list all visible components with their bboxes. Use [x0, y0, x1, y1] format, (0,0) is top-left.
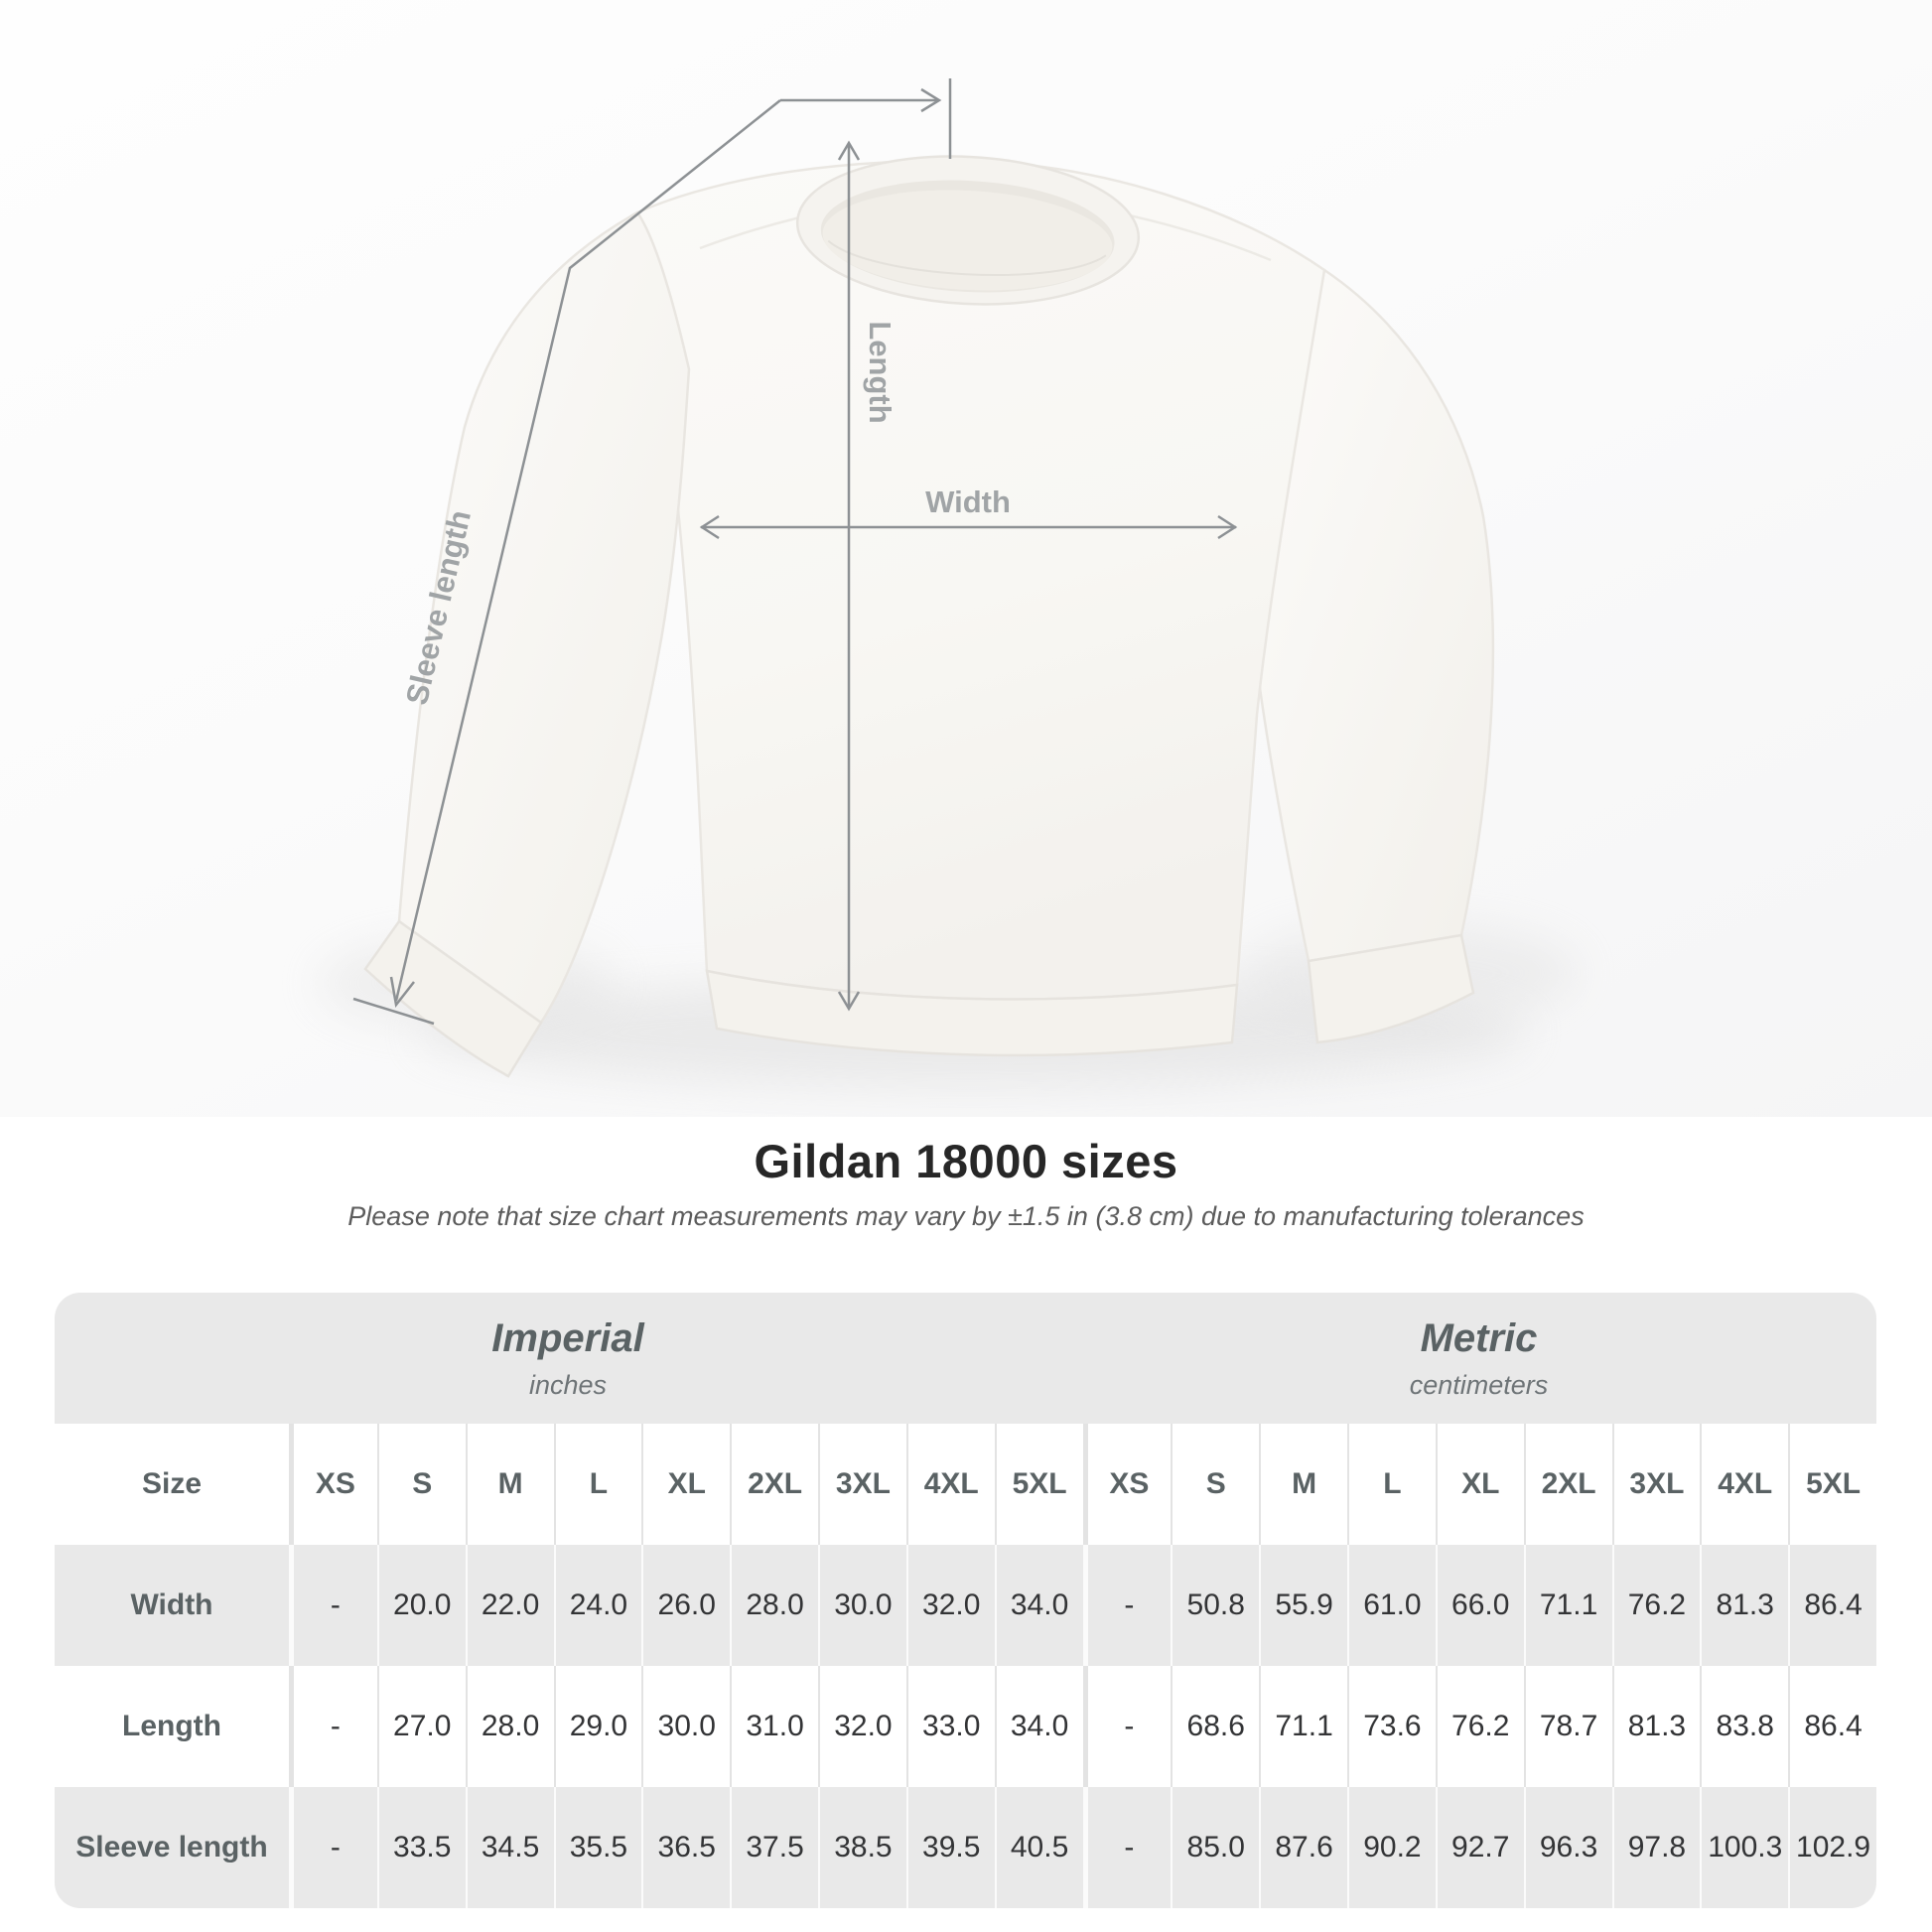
size-col: 3XL — [818, 1424, 906, 1545]
value-cell: 24.0 — [554, 1545, 642, 1666]
value-cell: 34.5 — [466, 1787, 554, 1908]
value-cell: - — [1083, 1545, 1172, 1666]
size-col: XL — [1436, 1424, 1524, 1545]
value-cell: 90.2 — [1347, 1787, 1436, 1908]
value-cell: 33.0 — [906, 1666, 995, 1787]
value-cell: - — [289, 1666, 377, 1787]
size-col: XL — [641, 1424, 730, 1545]
value-cell: 87.6 — [1259, 1787, 1347, 1908]
value-cell: 71.1 — [1524, 1545, 1612, 1666]
value-cell: 22.0 — [466, 1545, 554, 1666]
sleeve-length-label: Sleeve length — [398, 506, 479, 709]
size-col: 5XL — [995, 1424, 1083, 1545]
size-col: XS — [289, 1424, 377, 1545]
row-label: Length — [122, 1710, 221, 1742]
size-col: 2XL — [730, 1424, 818, 1545]
imperial-sublabel: inches — [528, 1370, 608, 1400]
size-col: L — [1347, 1424, 1436, 1545]
metric-label: Metric — [1420, 1316, 1538, 1360]
value-cell: 81.3 — [1700, 1545, 1788, 1666]
size-header-row — [55, 1424, 1876, 1545]
value-cell: - — [1083, 1787, 1172, 1908]
value-cell: 78.7 — [1524, 1666, 1612, 1787]
value-cell: - — [289, 1787, 377, 1908]
size-col: S — [1171, 1424, 1259, 1545]
metric-group-header — [1081, 1293, 1876, 1424]
value-cell: 34.0 — [995, 1666, 1083, 1787]
value-cell: 86.4 — [1788, 1666, 1876, 1787]
value-cell: 28.0 — [730, 1545, 818, 1666]
value-cell: 100.3 — [1700, 1787, 1788, 1908]
value-cell: 68.6 — [1171, 1666, 1259, 1787]
size-col: XS — [1083, 1424, 1172, 1545]
value-cell: 20.0 — [377, 1545, 466, 1666]
value-cell: 66.0 — [1436, 1545, 1524, 1666]
value-cell: 102.9 — [1788, 1787, 1876, 1908]
size-col: L — [554, 1424, 642, 1545]
value-cell: 37.5 — [730, 1787, 818, 1908]
size-table — [55, 1293, 1876, 1908]
table-row-width — [55, 1545, 1876, 1666]
value-cell: 26.0 — [641, 1545, 730, 1666]
value-cell: 81.3 — [1612, 1666, 1701, 1787]
value-cell: 76.2 — [1436, 1666, 1524, 1787]
value-cell: 38.5 — [818, 1787, 906, 1908]
value-cell: 71.1 — [1259, 1666, 1347, 1787]
size-col: M — [1259, 1424, 1347, 1545]
value-cell: 32.0 — [906, 1545, 995, 1666]
value-cell: 73.6 — [1347, 1666, 1436, 1787]
value-cell: 31.0 — [730, 1666, 818, 1787]
size-col: M — [466, 1424, 554, 1545]
size-col: S — [377, 1424, 466, 1545]
value-cell: - — [289, 1545, 377, 1666]
value-cell: 55.9 — [1259, 1545, 1347, 1666]
table-row-sleeve-length — [55, 1787, 1876, 1908]
value-cell: 50.8 — [1171, 1545, 1259, 1666]
value-cell: 85.0 — [1171, 1787, 1259, 1908]
size-header-cell: Size — [141, 1467, 203, 1500]
value-cell: 83.8 — [1700, 1666, 1788, 1787]
value-cell: 30.0 — [818, 1545, 906, 1666]
table-row-length — [55, 1666, 1876, 1787]
value-cell: 39.5 — [906, 1787, 995, 1908]
value-cell: 29.0 — [554, 1666, 642, 1787]
imperial-group-header — [55, 1293, 1081, 1424]
size-col: 2XL — [1524, 1424, 1612, 1545]
value-cell: 32.0 — [818, 1666, 906, 1787]
value-cell: 76.2 — [1612, 1545, 1701, 1666]
value-cell: 40.5 — [995, 1787, 1083, 1908]
size-col: 4XL — [1700, 1424, 1788, 1545]
value-cell: - — [1083, 1666, 1172, 1787]
value-cell: 36.5 — [641, 1787, 730, 1908]
length-label: Length — [863, 321, 897, 424]
value-cell: 96.3 — [1524, 1787, 1612, 1908]
headline-block — [0, 1134, 1932, 1233]
value-cell: 86.4 — [1788, 1545, 1876, 1666]
width-label: Width — [925, 484, 1011, 519]
value-cell: 61.0 — [1347, 1545, 1436, 1666]
row-label: Width — [130, 1588, 213, 1621]
metric-sublabel: centimeters — [1409, 1370, 1549, 1400]
imperial-label: Imperial — [491, 1316, 644, 1360]
size-col: 4XL — [906, 1424, 995, 1545]
page-title: Gildan 18000 sizes — [754, 1135, 1178, 1187]
value-cell: 35.5 — [554, 1787, 642, 1908]
size-col: 5XL — [1788, 1424, 1876, 1545]
value-cell: 27.0 — [377, 1666, 466, 1787]
value-cell: 92.7 — [1436, 1787, 1524, 1908]
value-cell: 97.8 — [1612, 1787, 1701, 1908]
tolerance-note: Please note that size chart measurements may vary by ±1.5 in (3.8 cm) due to manufacturing tolerances — [347, 1201, 1585, 1231]
row-label: Sleeve length — [75, 1831, 268, 1863]
value-cell: 33.5 — [377, 1787, 466, 1908]
size-col: 3XL — [1612, 1424, 1701, 1545]
unit-band — [55, 1293, 1876, 1424]
value-cell: 28.0 — [466, 1666, 554, 1787]
value-cell: 34.0 — [995, 1545, 1083, 1666]
value-cell: 30.0 — [641, 1666, 730, 1787]
